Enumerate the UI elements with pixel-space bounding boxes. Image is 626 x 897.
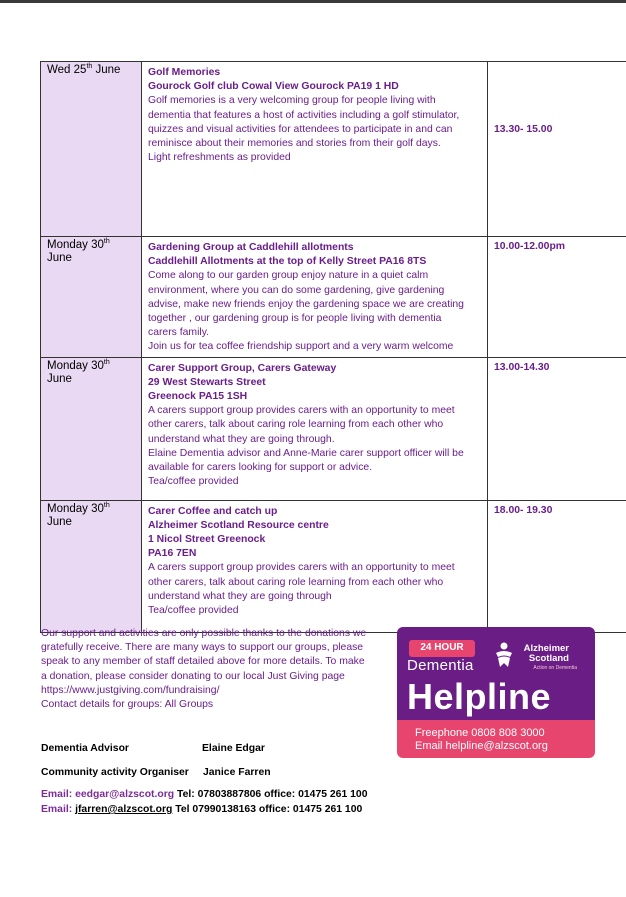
- advisor-role: Dementia Advisor: [41, 743, 129, 754]
- contact-email-row: Email: jfarren@alzscot.org Tel 07990138163 office: 01475 261 100: [41, 804, 363, 815]
- event-date: Monday 30th June: [41, 500, 142, 632]
- email-link[interactable]: jfarren@alzscot.org: [75, 804, 173, 815]
- event-description: Carer Coffee and catch up Alzheimer Scotland Resource centre 1 Nicol Street Greenock PA16 7EN A carers support group provides carers with an opportunity to meet other carers, talk about caring role learning from each other who understand what they are going through Tea/coffee provided: [142, 500, 488, 632]
- table-row: [41, 500, 626, 632]
- brand-tagline: Action on Dementia: [533, 665, 577, 671]
- justgiving-link[interactable]: https://www.justgiving.com/fundraising/: [41, 684, 220, 696]
- event-address: 1 Nicol Street Greenock: [148, 534, 266, 546]
- alzheimer-scotland-icon: [492, 641, 516, 669]
- event-date: Wed 25th June: [41, 62, 142, 237]
- donation-text: Our support and activities are only possible thanks to the donations we gratefully receive. There are many ways to support our groups, please speak to any member of staff detailed above for more details. To make a donation, please consider donating to our local Just Giving page https://www.justgiving.com/fundraising/ Contact details for groups: All Groups: [41, 627, 386, 712]
- event-description: Carer Support Group, Carers Gateway 29 West Stewarts Street Greenock PA15 1SH A carers support group provides carers with an opportunity to meet other carers, talk about caring role learning from each other who understand what they are going through. Elaine Dementia advisor and Anne-Marie carer support officer will be available for carers looking for support or advice. Tea/coffee provided: [142, 357, 488, 500]
- event-title: Gardening Group at Caddlehill allotments: [148, 242, 354, 253]
- logo-helpline: Helpline: [407, 676, 552, 717]
- events-table: [40, 61, 626, 633]
- email-link[interactable]: eedgar@alzscot.org: [75, 789, 175, 800]
- event-description: Gardening Group at Caddlehill allotments Caddlehill Allotments at the top of Kelly Street PA16 8TS Come along to our garden group enjoy nature in a quiet calm environment, where you can do some gardening, give gardening advise, make new friends enjoy the gardening space we are creating together , our gardening group is for people living with dementia carers family. Join us for tea coffee friendship support and a very warm welcome: [142, 237, 488, 358]
- top-border: [0, 0, 626, 3]
- organiser-name: Janice Farren: [203, 767, 271, 778]
- event-time: 18.00- 19.30: [488, 500, 626, 632]
- table-row: [41, 237, 626, 358]
- logo-dementia: Dementia: [407, 657, 474, 674]
- event-title: Carer Support Group, Carers Gateway: [148, 362, 337, 374]
- event-address: 29 West Stewarts Street: [148, 376, 266, 388]
- event-title: Golf Memories: [148, 67, 221, 78]
- event-time: 13.00-14.30: [488, 357, 626, 500]
- advisor-name: Elaine Edgar: [202, 743, 265, 754]
- event-date: Monday 30th June: [41, 357, 142, 500]
- freephone-number: Freephone 0808 808 3000: [415, 727, 545, 739]
- logo-top-panel: [397, 627, 595, 720]
- event-location: Caddlehill Allotments at the top of Kelly Street PA16 8TS: [148, 256, 427, 268]
- organiser-role: Community activity Organiser: [41, 767, 189, 778]
- logo-bottom-panel: [397, 720, 595, 758]
- badge-24-hour: 24 HOUR: [409, 640, 475, 657]
- event-date: Monday 30th June: [41, 237, 142, 358]
- brand-name: Alzheimer Scotland: [523, 643, 569, 664]
- table-row: [41, 357, 626, 500]
- contact-email-row: Email: eedgar@alzscot.org Tel: 07803887806 office: 01475 261 100: [41, 789, 368, 800]
- table-row: [41, 62, 626, 237]
- event-title: Carer Coffee and catch up: [148, 505, 278, 517]
- event-location: Gourock Golf club Cowal View Gourock PA19 1 HD: [148, 81, 399, 93]
- event-address: Greenock PA15 1SH: [148, 391, 248, 403]
- event-time: 10.00-12.00pm: [488, 237, 626, 358]
- helpline-email: Email helpline@alzscot.org: [415, 740, 548, 752]
- event-address: Alzheimer Scotland Resource centre: [148, 519, 329, 531]
- event-address: PA16 7EN: [148, 548, 197, 560]
- helpline-logo: [397, 627, 595, 758]
- event-description: Golf Memories Gourock Golf club Cowal View Gourock PA19 1 HD Golf memories is a very welcoming group for people living with dementia that features a host of activities including a golf stimulator, quizzes and visual activities for attendees to participate in and can reminisce about their memories and stories from their golf days. Light refreshments as provided: [142, 62, 488, 237]
- event-time: 13.30- 15.00: [488, 62, 626, 237]
